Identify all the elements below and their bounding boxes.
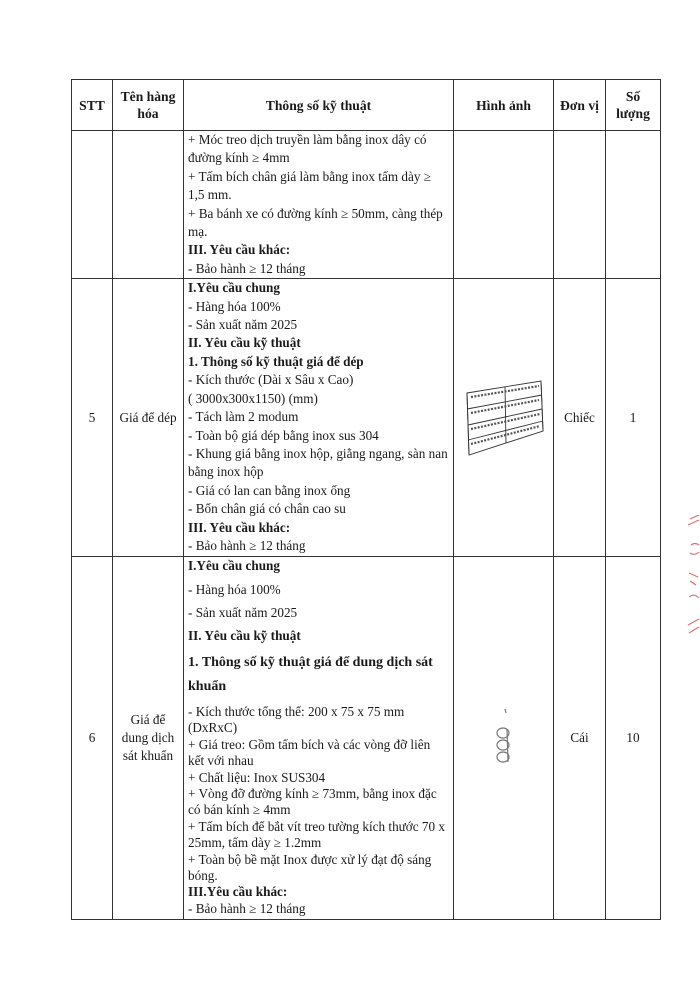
spec-line: - Sản xuất năm 2025: [188, 605, 298, 621]
red-seal-stamp: [684, 515, 700, 640]
spec-line: + Toàn bộ bề mặt Inox được xử lý đạt độ sáng bóng.: [188, 851, 432, 883]
spec-line: + Tấm bích chân giá làm bằng inox tấm dày ≥ 1,5 mm.: [188, 168, 431, 203]
header-row: [72, 80, 661, 131]
spec-section-heading: III. Yêu cầu khác:: [188, 242, 291, 258]
spec-line: - Bảo hành ≥ 12 tháng: [188, 900, 306, 916]
cell-stt-empty: [72, 131, 113, 279]
spec-line: - Toàn bộ giá dép bằng inox sus 304: [188, 427, 379, 443]
spec-line: - Giá có lan can bằng inox ống: [188, 482, 351, 498]
cell-unit: Cái: [554, 557, 606, 920]
header-so-luong: Số lượng: [606, 80, 661, 131]
spec-line: - Kích thước (Dài x Sâu x Cao): [188, 372, 354, 388]
spec-line: + Vòng đỡ đường kính ≥ 73mm, bằng inox đặc có bán kính ≥ 4mm: [188, 785, 437, 818]
spec-table: [71, 79, 661, 920]
table-row: [72, 557, 661, 920]
cell-unit-empty: [554, 131, 606, 279]
cell-stt: 5: [72, 279, 113, 557]
spec-section-heading: I.Yêu cầu chung: [188, 280, 280, 296]
cell-image: [454, 279, 554, 557]
cell-spec-continued: [184, 131, 454, 279]
cell-qty: 10: [606, 557, 661, 920]
cell-name-empty: [113, 131, 184, 279]
header-stt: STT: [72, 80, 113, 131]
spec-line: + Giá treo: Gồm tấm bích và các vòng đỡ liên kết với nhau: [188, 736, 431, 769]
spec-line: - Bảo hành ≥ 12 tháng: [188, 537, 306, 553]
cell-image-empty: [454, 131, 554, 279]
spec-line: - Bảo hành ≥ 12 tháng: [188, 260, 306, 276]
spec-section-heading: III. Yêu cầu khác:: [188, 519, 291, 535]
spec-section-heading: I.Yêu cầu chung: [188, 558, 280, 574]
cell-name: Giá để dung dịch sát khuẩn: [113, 557, 184, 920]
header-thong-so: Thông số kỹ thuật: [184, 80, 454, 131]
spec-line: ( 3000x300x1150) (mm): [188, 390, 318, 406]
spec-line: + Chất liệu: Inox SUS304: [188, 769, 326, 785]
cell-spec: [184, 279, 454, 557]
spec-section-heading: II. Yêu cầu kỹ thuật: [188, 628, 301, 644]
cell-stt: 6: [72, 557, 113, 920]
spec-line: + Ba bánh xe có đường kính ≥ 50mm, càng thép mạ.: [188, 205, 443, 240]
spec-line: - Khung giá bằng inox hộp, giằng ngang, sàn nan bằng inox hộp: [188, 445, 448, 480]
spec-line: - Hàng hóa 100%: [188, 298, 281, 314]
spec-section-heading: II. Yêu cầu kỹ thuật: [188, 335, 301, 351]
table-row-continued: [72, 131, 661, 279]
spec-line: - Sản xuất năm 2025: [188, 317, 298, 333]
spec-line: - Bốn chân giá có chân cao su: [188, 501, 346, 517]
shoe-rack-image: [459, 379, 548, 457]
header-ten-hang-hoa: Tên hàng hóa: [113, 80, 184, 131]
header-don-vi: Đơn vị: [554, 80, 606, 131]
spec-tech-block: [188, 704, 449, 917]
cell-qty-empty: [606, 131, 661, 279]
spec-section-heading: III.Yêu cầu khác:: [188, 884, 288, 900]
spec-general-block: [188, 557, 449, 699]
header-hinh-anh: Hình ảnh: [454, 80, 554, 131]
cell-name: Giá để dép: [113, 279, 184, 557]
sanitizer-holder-image: [459, 707, 548, 769]
spec-line: - Hàng hóa 100%: [188, 581, 281, 597]
cell-qty: 1: [606, 279, 661, 557]
spec-line: - Kích thước tổng thể: 200 x 75 x 75 mm (DxRxC): [188, 703, 405, 736]
spec-line: + Tấm bích để bắt vít treo tường kích thước 70 x 25mm, tấm dày ≥ 1.2mm: [188, 818, 446, 851]
spec-subheading: 1. Thông số kỹ thuật giá để dép: [188, 353, 364, 369]
spec-line: - Tách làm 2 modum: [188, 409, 299, 425]
spec-subheading: 1. Thông số kỹ thuật giá để dung dịch sát khuẩn: [188, 654, 433, 694]
cell-unit: Chiếc: [554, 279, 606, 557]
spec-line: + Móc treo dịch truyền làm bằng inox dây có đường kính ≥ 4mm: [188, 132, 427, 166]
table-row: [72, 279, 661, 557]
cell-spec: [184, 557, 454, 920]
cell-image: [454, 557, 554, 920]
